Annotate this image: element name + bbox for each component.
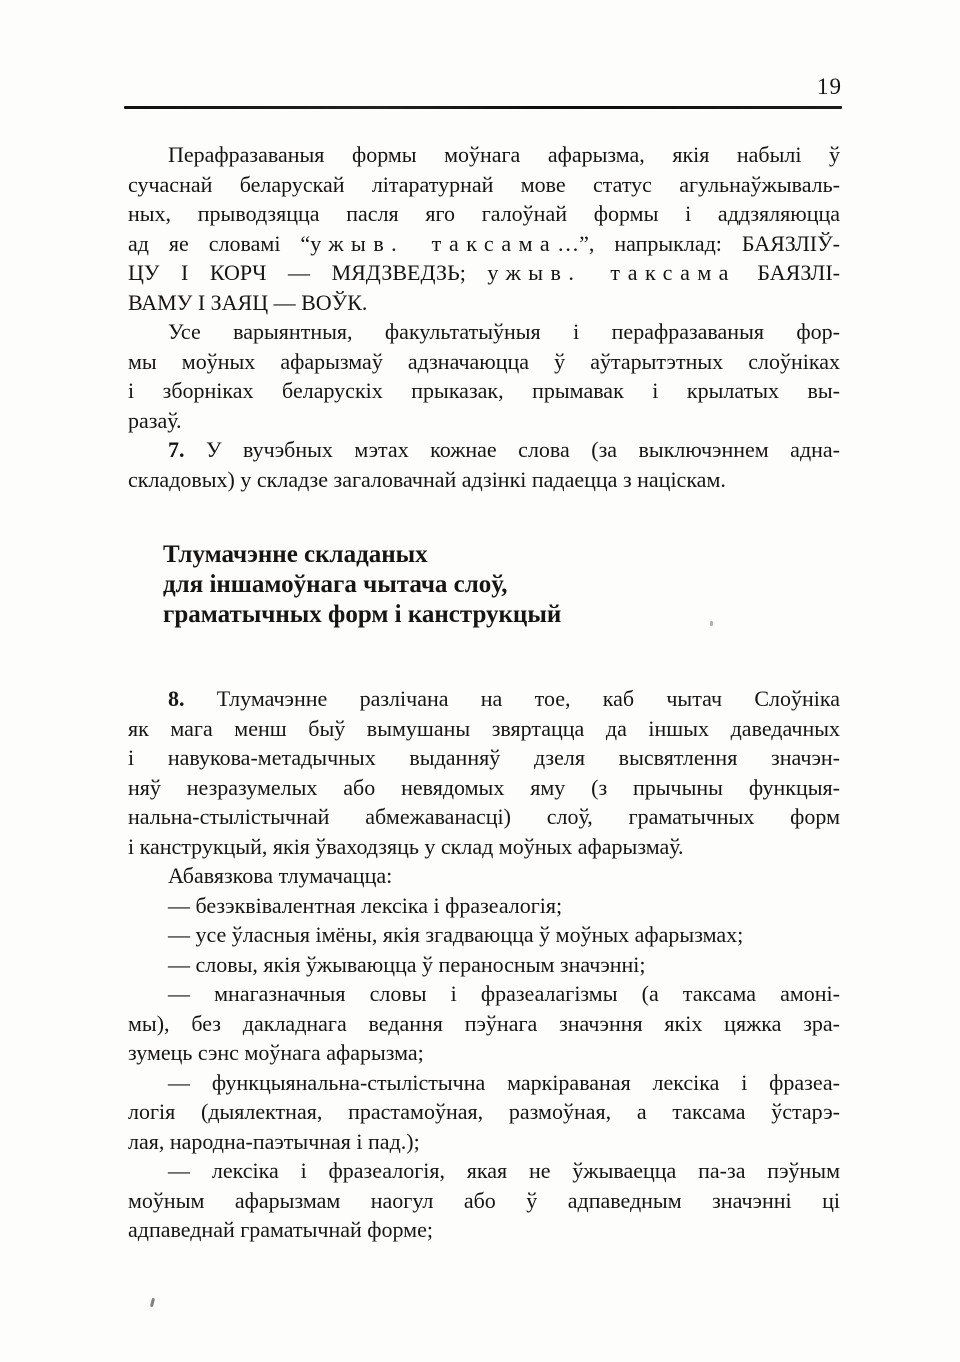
- paragraph-item-7: [128, 435, 840, 494]
- text-line: Перафразаваныя формы моўнага афарызма, якія набылі ў: [168, 142, 840, 167]
- list-item-1: [128, 891, 840, 921]
- text-line: моўным афарызмам наогул або ў адпаведным значэнні ці: [128, 1187, 840, 1213]
- text-line: Тлумачэнне складаных: [163, 541, 428, 568]
- section-heading: [128, 540, 840, 630]
- paragraph-use-varyjantnyja: [128, 317, 840, 435]
- text-body: [128, 140, 840, 1245]
- text-line: Усе варыянтныя, факультатыўныя і перафразаваныя фор-: [168, 319, 840, 344]
- text-line: і навукова-метадычных выданняў дзеля высвятлення значэн-: [128, 745, 840, 770]
- text-line: граматычных форм і канструкцый: [163, 601, 562, 628]
- header-rule: [124, 106, 842, 109]
- text-line: адпаведнай граматычнай форме;: [128, 1217, 433, 1242]
- list-item-5: [128, 1068, 840, 1157]
- text-line: ных, прыводзяцца пасля яго галоўнай формы і аддзяляюцца: [128, 201, 840, 226]
- text-run: У вучэбных мэтах кожнае слова (за выключэннем адна-: [184, 437, 840, 462]
- text-line: ВАМУ І ЗАЯЦ — ВОЎК.: [128, 289, 368, 315]
- text-run: БАЯЗЛІ-: [735, 260, 840, 285]
- text-line: — мнагазначныя словы і фразеалагізмы (а таксама амоні-: [168, 981, 840, 1006]
- text-run: ЦУ І КОРЧ — МЯДЗВЕДЗЬ;: [128, 260, 488, 285]
- text-line: разаў.: [128, 407, 182, 433]
- list-item-2: [128, 920, 840, 950]
- text-line: — лексіка і фразеалогія, якая не ўжываецца па-за пэўным: [168, 1158, 840, 1183]
- text-line: мы), без дакладнага ведання пэўнага значэння якіх цяжка зра-: [128, 1010, 840, 1036]
- text-line: [128, 435, 840, 465]
- text-line: [128, 229, 840, 259]
- text-run: Тлумачэнне разлічана на тое, каб чытач Слоўніка: [184, 686, 840, 711]
- text-line: складовых) у складзе загаловачнай адзінкі падаецца з націскам.: [128, 466, 726, 492]
- text-line: і канструкцый, якія ўваходзяць у склад моўных афарызмаў.: [128, 833, 684, 859]
- text-line: [128, 684, 840, 714]
- text-line: логія (дыялектная, прастамоўная, размоўная, а таксама ўстарэ-: [128, 1099, 840, 1124]
- text-line: Абавязкова тлумачацца:: [168, 863, 393, 888]
- text-line: няў незразумелых або невядомых яму (з прычыны функцыя-: [128, 774, 840, 800]
- spaced-run: ужыв. таксама: [310, 230, 558, 256]
- text-line: — функцыянальна-стылістычна маркіраваная лексіка і фразеа-: [168, 1069, 840, 1095]
- bold-run: 8.: [168, 686, 185, 711]
- text-line: зумець сэнс моўнага афарызма;: [128, 1040, 424, 1065]
- text-run: …”, напрыклад: БАЯЗЛІЎ-: [557, 230, 840, 256]
- list-item-6: [128, 1156, 840, 1245]
- spaced-run: ужыв. таксама: [487, 260, 736, 285]
- paragraph-abaviazkova: [128, 861, 840, 891]
- ink-speck: [710, 621, 713, 626]
- text-line: [128, 258, 840, 288]
- list-item-3: [128, 950, 840, 980]
- text-run: ад яе словамі “: [128, 230, 311, 256]
- list-item-4: [128, 979, 840, 1068]
- text-line: — словы, якія ўжываюцца ў пераносным значэнні;: [168, 951, 646, 977]
- ink-speck: [150, 1298, 155, 1307]
- text-line: як мага менш быў вымушаны звяртацца да іншых даведачных: [128, 715, 840, 741]
- page-number: 19: [817, 74, 842, 99]
- bold-run: 7.: [168, 437, 185, 462]
- paragraph-item-8: [128, 684, 840, 861]
- text-line: сучаснай беларускай літаратурнай мове статус агульнаўжываль-: [128, 171, 840, 197]
- text-line: лая, народна-паэтычная і пад.);: [128, 1128, 420, 1154]
- text-line: мы моўных афарызмаў адзначаюцца ў аўтарытэтных слоўніках: [128, 348, 840, 374]
- text-line: нальна-стылістычнай абмежаванасці) слоў, граматычных форм: [128, 804, 840, 829]
- paragraph-perafrazavanyja-formy: [128, 140, 840, 317]
- text-line: і зборніках беларускіх прыказак, прымавак і крылатых вы-: [128, 378, 840, 403]
- text-line: — безэквівалентная лексіка і фразеалогія;: [168, 892, 563, 918]
- text-line: для іншамоўнага чытача слоў,: [163, 571, 508, 598]
- text-line: — усе ўласныя імёны, якія згадваюцца ў моўных афарызмах;: [168, 922, 744, 947]
